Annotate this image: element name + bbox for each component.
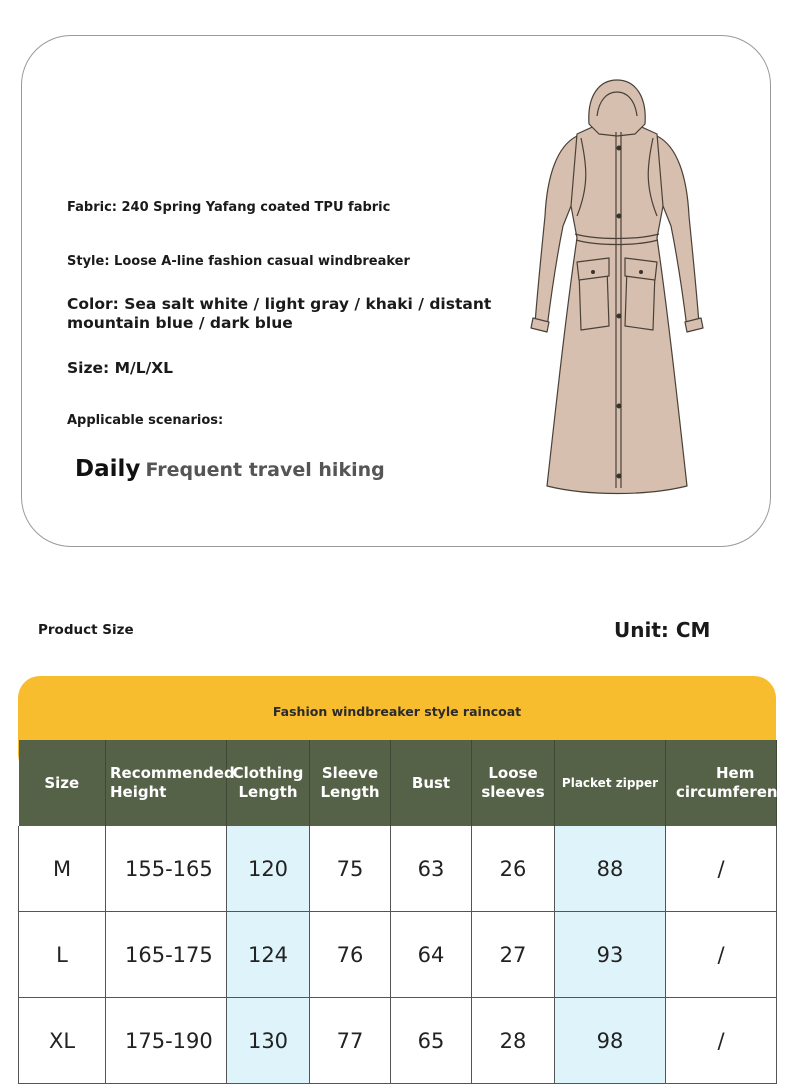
header-sleeve-length: Sleeve Length	[310, 740, 391, 826]
banner-title: Fashion windbreaker style raincoat	[272, 704, 522, 719]
scenarios-line	[75, 456, 385, 482]
cell-loose-sleeves: 28	[472, 998, 555, 1084]
product-size-title: Product Size	[38, 622, 134, 638]
size-table	[18, 740, 797, 1084]
scenario-main: Daily	[75, 456, 141, 482]
cell-height: 155-165	[106, 826, 227, 912]
fabric-spec: Fabric: 240 Spring Yafang coated TPU fabric	[67, 200, 391, 215]
cell-clothing-length: 124	[227, 912, 310, 998]
cell-hem-circumference: /	[666, 998, 777, 1084]
cell-height: 175-190	[106, 998, 227, 1084]
cell-sleeve-length: 75	[310, 826, 391, 912]
windbreaker-coat-illustration	[517, 76, 717, 496]
cell-size: L	[19, 912, 106, 998]
cell-clothing-length: 120	[227, 826, 310, 912]
header-clothing-length: Clothing Length	[227, 740, 310, 826]
header-placket-zipper: Placket zipper	[555, 740, 666, 826]
cell-size: M	[19, 826, 106, 912]
style-spec: Style: Loose A-line fashion casual windbreaker	[67, 254, 410, 269]
cell-hem-circumference: /	[666, 826, 777, 912]
header-hem-circumference: Hem circumference	[666, 740, 777, 826]
scenarios-label: Applicable scenarios:	[67, 413, 224, 428]
cell-bust: 63	[391, 826, 472, 912]
header-recommended-height: Recommended Height	[106, 740, 227, 826]
scenario-rest: Frequent travel hiking	[145, 459, 385, 481]
cell-hem-circumference: /	[666, 912, 777, 998]
cell-bust: 65	[391, 998, 472, 1084]
size-table-wrapper	[18, 740, 797, 1080]
cell-bust: 64	[391, 912, 472, 998]
table-row	[19, 998, 777, 1084]
cell-clothing-length: 130	[227, 998, 310, 1084]
table-row	[19, 826, 777, 912]
cell-size: XL	[19, 998, 106, 1084]
cell-sleeve-length: 76	[310, 912, 391, 998]
table-row	[19, 912, 777, 998]
unit-label: Unit: CM	[614, 618, 711, 642]
header-loose-sleeves: Loose sleeves	[472, 740, 555, 826]
size-spec: Size: M/L/XL	[67, 359, 174, 377]
cell-placket-zipper: 98	[555, 998, 666, 1084]
cell-placket-zipper: 93	[555, 912, 666, 998]
cell-placket-zipper: 88	[555, 826, 666, 912]
cell-sleeve-length: 77	[310, 998, 391, 1084]
cell-loose-sleeves: 27	[472, 912, 555, 998]
cell-height: 165-175	[106, 912, 227, 998]
table-header-row	[19, 740, 777, 826]
header-bust: Bust	[391, 740, 472, 826]
cell-loose-sleeves: 26	[472, 826, 555, 912]
color-spec: Color: Sea salt white / light gray / khaki / distant mountain blue / dark blue	[67, 295, 492, 332]
header-size: Size	[19, 740, 106, 826]
product-info-card	[21, 35, 771, 547]
